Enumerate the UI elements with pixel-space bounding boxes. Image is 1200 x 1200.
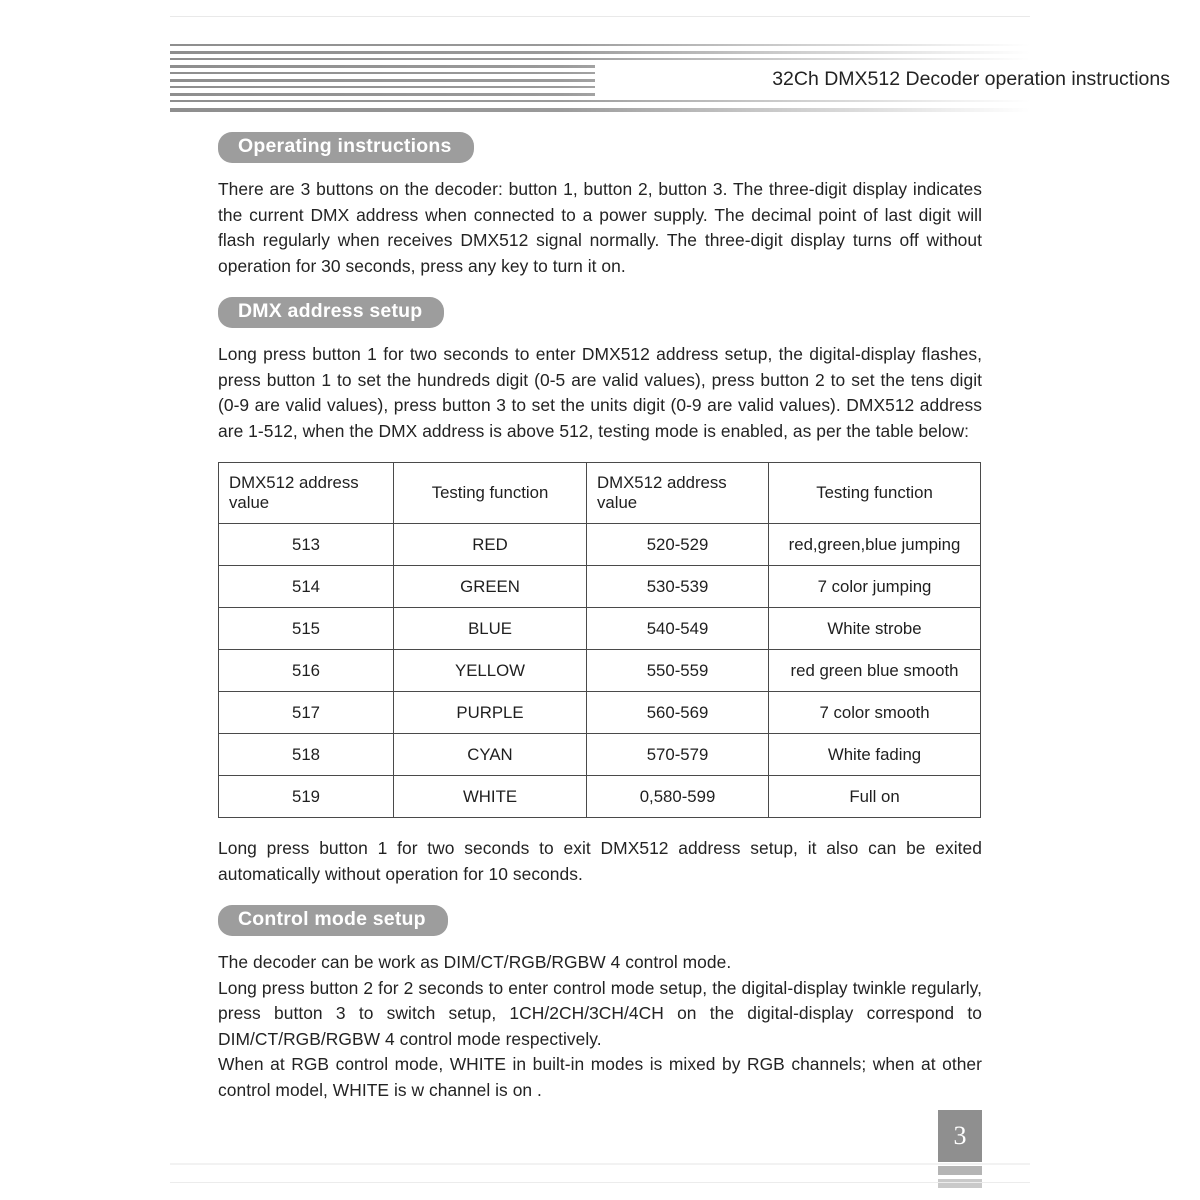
page-number-bar-upper xyxy=(938,1166,982,1175)
cell-address-1: 514 xyxy=(219,566,394,608)
cell-function-1: GREEN xyxy=(394,566,587,608)
heading-dmx-address-setup: DMX address setup xyxy=(218,297,444,328)
table-row xyxy=(219,524,981,566)
paragraph-dmx-address-intro: Long press button 1 for two seconds to enter DMX512 address setup, the digital-display flashes, press button 1 to set the hundreds digit (0-5 are valid values), press button 2 to set the tens digit (0-9 are valid values), press button 3 to set the units digit (0-9 are valid values). DMX512 address are 1-512, when the DMX address is above 512, testing mode is enabled, as per the table below: xyxy=(218,344,982,441)
page-number-marker xyxy=(938,1110,982,1188)
cell-function-1: RED xyxy=(394,524,587,566)
table-header-address-1-line2: value xyxy=(229,493,270,512)
table-header-function-1: Testing function xyxy=(394,463,587,524)
page-bottom-rule-inner xyxy=(170,1163,1030,1165)
paragraph-control-mode-3: When at RGB control mode, WHITE in built-in modes is mixed by RGB channels; when at other control model, WHITE is w channel is on . xyxy=(218,1054,982,1100)
heading-operating-instructions: Operating instructions xyxy=(218,132,474,163)
cell-address-2: 560-569 xyxy=(587,692,769,734)
paragraph-control-mode-1: The decoder can be work as DIM/CT/RGB/RGBW 4 control mode. xyxy=(218,952,732,972)
table-header-address-2-line1: DMX512 address xyxy=(597,473,727,492)
cell-address-2: 520-529 xyxy=(587,524,769,566)
table-row xyxy=(219,650,981,692)
table-row xyxy=(219,776,981,818)
cell-address-1: 518 xyxy=(219,734,394,776)
cell-function-1: WHITE xyxy=(394,776,587,818)
table-header-row xyxy=(219,463,981,524)
section-control-mode-setup xyxy=(218,905,982,1103)
table-row xyxy=(219,692,981,734)
table-header-address-1 xyxy=(219,463,394,524)
cell-function-2: White fading xyxy=(769,734,981,776)
page-number: 3 xyxy=(938,1110,982,1162)
cell-function-2: Full on xyxy=(769,776,981,818)
header-title-container xyxy=(595,62,1170,96)
cell-function-1: PURPLE xyxy=(394,692,587,734)
cell-address-2: 530-539 xyxy=(587,566,769,608)
header-title: 32Ch DMX512 Decoder operation instructions xyxy=(772,67,1170,90)
document-header xyxy=(170,44,1170,116)
table-row xyxy=(219,566,981,608)
paragraph-dmx-address-outro: Long press button 1 for two seconds to exit DMX512 address setup, it also can be exited automatically without operation for 10 seconds. xyxy=(218,838,982,884)
cell-function-1: YELLOW xyxy=(394,650,587,692)
table-header-function-2: Testing function xyxy=(769,463,981,524)
cell-function-2: White strobe xyxy=(769,608,981,650)
cell-address-1: 513 xyxy=(219,524,394,566)
cell-function-1: CYAN xyxy=(394,734,587,776)
cell-address-1: 519 xyxy=(219,776,394,818)
paragraph-control-mode-2: Long press button 2 for 2 seconds to enter control mode setup, the digital-display twinkle regularly, press button 3 to switch setup, 1CH/2CH/3CH/4CH on the digital-display correspond to DIM/CT/RGB/RGBW 4 control mode respectively. xyxy=(218,977,982,1049)
table-header-address-1-line1: DMX512 address xyxy=(229,473,359,492)
cell-function-2: 7 color smooth xyxy=(769,692,981,734)
cell-address-2: 0,580-599 xyxy=(587,776,769,818)
cell-address-2: 550-559 xyxy=(587,650,769,692)
cell-function-2: red green blue smooth xyxy=(769,650,981,692)
cell-address-1: 516 xyxy=(219,650,394,692)
section-operating-instructions xyxy=(218,132,982,279)
table-row xyxy=(219,734,981,776)
table-header-address-2-line2: value xyxy=(597,493,638,512)
cell-address-1: 515 xyxy=(219,608,394,650)
section-dmx-address-setup xyxy=(218,297,982,887)
cell-function-2: red,green,blue jumping xyxy=(769,524,981,566)
cell-address-2: 540-549 xyxy=(587,608,769,650)
cell-address-2: 570-579 xyxy=(587,734,769,776)
document-content xyxy=(218,132,982,1103)
dmx-testing-function-table xyxy=(218,462,981,818)
table-header-address-2 xyxy=(587,463,769,524)
page-bottom-rule xyxy=(170,1182,1030,1183)
paragraph-operating-instructions: There are 3 buttons on the decoder: button 1, button 2, button 3. The three-digit display indicates the current DMX address when connected to a power supply. The decimal point of last digit will flash regularly when receives DMX512 signal normally. The three-digit display turns off without operation for 30 seconds, press any key to turn it on. xyxy=(218,179,982,276)
heading-control-mode-setup: Control mode setup xyxy=(218,905,448,936)
cell-address-1: 517 xyxy=(219,692,394,734)
page-top-rule xyxy=(170,16,1030,17)
cell-function-1: BLUE xyxy=(394,608,587,650)
page-number-bar-lower xyxy=(938,1179,982,1188)
cell-function-2: 7 color jumping xyxy=(769,566,981,608)
table-row xyxy=(219,608,981,650)
